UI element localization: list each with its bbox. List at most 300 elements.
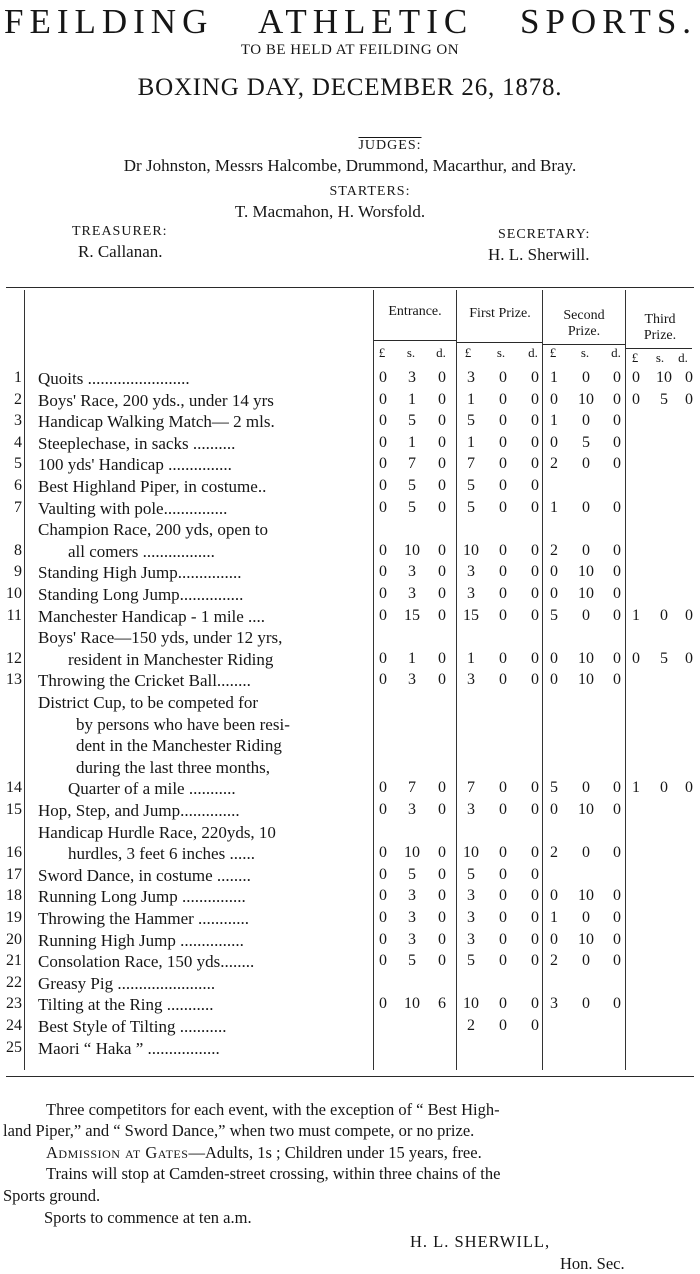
prize-value-second: 0 — [613, 930, 621, 948]
event-number: 17 — [6, 865, 22, 883]
prize-value-second: 0 — [550, 930, 558, 948]
event-number: 19 — [6, 909, 22, 926]
prize-value-first: 0 — [499, 563, 507, 581]
event-name-line: Running High Jump ............... — [38, 930, 244, 950]
header-underline — [626, 348, 692, 349]
prize-value-second: 3 — [550, 995, 558, 1013]
prize-value-entrance: 0 — [438, 369, 446, 386]
prize-value-first: 0 — [499, 649, 507, 667]
currency-pounds: £ — [631, 350, 639, 365]
title-word: ATHLETIC — [258, 2, 474, 41]
prize-value-entrance: 3 — [408, 887, 416, 905]
event-number: 7 — [14, 498, 22, 516]
prize-value-entrance: 0 — [379, 369, 387, 386]
prize-value-second: 10 — [578, 649, 594, 667]
prize-value-entrance: 0 — [379, 909, 387, 926]
prize-value-first: 0 — [531, 585, 539, 602]
prize-value-second: 10 — [578, 801, 594, 818]
prize-value-entrance: 5 — [408, 477, 416, 494]
prize-value-second: 2 — [550, 541, 558, 559]
prize-value-first: 15 — [463, 606, 479, 624]
prize-value-entrance: 0 — [438, 649, 446, 667]
prize-value-first: 0 — [499, 671, 507, 689]
currency-pence: d. — [678, 350, 688, 365]
admission-text: —Adults, 1s ; Children under 15 years, free. — [188, 1143, 482, 1162]
prize-value-first: 0 — [531, 563, 539, 581]
signature-title: Hon. Sec. — [560, 1254, 625, 1273]
prize-value-third: 0 — [685, 606, 693, 624]
prize-value-second: 0 — [613, 649, 621, 667]
event-name-line: Standing High Jump............... — [38, 563, 242, 583]
prize-value-second: 0 — [582, 909, 590, 926]
prize-value-first: 0 — [531, 952, 539, 970]
prize-value-first: 0 — [531, 909, 539, 926]
footer-note-line: land Piper,” and “ Sword Dance,” when two must compete, or no prize. — [3, 1121, 475, 1140]
event-number: 14 — [6, 779, 22, 797]
prize-value-entrance: 0 — [438, 585, 446, 602]
prize-value-entrance: 3 — [408, 930, 416, 948]
prize-value-entrance: 0 — [379, 887, 387, 905]
footer-note-line: Three competitors for each event, with the exception of “ Best High- — [46, 1100, 500, 1119]
prize-value-entrance: 0 — [438, 477, 446, 494]
event-name-line: Best Highland Piper, in costume.. — [38, 477, 267, 496]
prize-value-first: 3 — [467, 369, 475, 386]
event-number: 20 — [6, 930, 22, 948]
event-name-line: Best Style of Tilting ........... — [38, 1017, 227, 1036]
prize-value-entrance: 6 — [438, 995, 446, 1013]
page-title — [0, 2, 698, 42]
prize-value-second: 0 — [613, 995, 621, 1013]
trains-line: Sports ground. — [3, 1186, 101, 1205]
column-header-third-prize: Third Prize. — [643, 312, 677, 343]
prize-value-entrance: 0 — [438, 930, 446, 948]
currency-pence: d. — [611, 345, 621, 360]
prize-value-first: 10 — [463, 995, 479, 1013]
prize-value-entrance: 0 — [379, 563, 387, 581]
prize-value-first: 3 — [467, 909, 475, 926]
prize-value-entrance: 0 — [379, 433, 387, 451]
treasurer-name: R. Callanan. — [78, 242, 163, 261]
prize-value-entrance: 0 — [379, 779, 387, 797]
prize-value-entrance: 5 — [408, 865, 416, 883]
prize-value-first: 5 — [467, 498, 475, 516]
prize-value-first: 0 — [531, 541, 539, 559]
prize-value-first: 5 — [467, 865, 475, 883]
prize-value-entrance: 0 — [379, 390, 387, 408]
judges-label: JUDGES: — [358, 138, 422, 153]
prize-value-entrance: 0 — [379, 606, 387, 624]
prize-value-second: 1 — [550, 498, 558, 516]
prize-value-first: 0 — [499, 801, 507, 818]
event-number: 23 — [6, 995, 22, 1013]
prize-value-third: 1 — [632, 779, 640, 797]
prize-value-entrance: 3 — [408, 563, 416, 581]
prize-value-second: 0 — [550, 390, 558, 408]
prize-value-first: 0 — [531, 1017, 539, 1034]
admission-line — [46, 1143, 482, 1163]
prize-value-entrance: 0 — [379, 865, 387, 883]
event-name-line: Vaulting with pole............... — [38, 498, 228, 518]
column-divider — [373, 290, 374, 1070]
event-number: 12 — [6, 649, 22, 667]
prize-value-first: 0 — [499, 477, 507, 494]
prize-value-entrance: 0 — [438, 498, 446, 516]
prize-value-entrance: 0 — [438, 390, 446, 408]
prize-value-entrance: 0 — [379, 671, 387, 689]
prize-value-second: 2 — [550, 952, 558, 970]
prize-value-first: 3 — [467, 887, 475, 905]
prize-value-second: 5 — [550, 606, 558, 624]
event-number: 15 — [6, 801, 22, 818]
prize-value-second: 0 — [582, 844, 590, 862]
prize-value-first: 0 — [531, 412, 539, 430]
prize-value-first: 0 — [499, 779, 507, 797]
prize-value-first: 10 — [463, 541, 479, 559]
prize-value-second: 10 — [578, 671, 594, 689]
event-name-line: Tilting at the Ring ........... — [38, 995, 214, 1015]
prize-value-entrance: 0 — [379, 844, 387, 862]
prize-value-entrance: 0 — [438, 412, 446, 430]
event-name-line: resident in Manchester Riding — [68, 649, 274, 669]
prize-value-third: 0 — [685, 390, 693, 408]
prize-value-second: 0 — [613, 909, 621, 926]
currency-pence: d. — [528, 345, 538, 360]
prize-value-entrance: 0 — [438, 844, 446, 862]
prize-value-first: 0 — [531, 844, 539, 862]
event-number: 16 — [6, 844, 22, 862]
event-number: 21 — [6, 952, 22, 970]
event-name-line: Handicap Hurdle Race, 220yds, 10 — [38, 822, 276, 842]
prize-value-first: 0 — [531, 671, 539, 689]
prize-value-third: 5 — [660, 390, 668, 408]
title-word: SPORTS. — [520, 2, 698, 41]
prize-value-entrance: 3 — [408, 585, 416, 602]
prize-value-first: 7 — [467, 455, 475, 473]
prize-value-entrance: 0 — [438, 801, 446, 818]
prize-value-first: 3 — [467, 563, 475, 581]
prize-value-first: 0 — [499, 369, 507, 386]
prize-value-second: 0 — [582, 498, 590, 516]
prize-value-entrance: 0 — [379, 412, 387, 430]
prize-value-third: 0 — [632, 649, 640, 667]
prize-value-second: 0 — [582, 995, 590, 1013]
prize-value-first: 2 — [467, 1017, 475, 1034]
prize-value-first: 0 — [531, 477, 539, 494]
prize-value-entrance: 5 — [408, 498, 416, 516]
prize-value-entrance: 0 — [438, 433, 446, 451]
event-name-line: Manchester Handicap - 1 mile .... — [38, 606, 266, 626]
table-top-rule — [6, 287, 694, 288]
prize-value-entrance: 7 — [408, 455, 416, 473]
prize-value-second: 1 — [550, 369, 558, 386]
event-number: 25 — [6, 1038, 22, 1056]
prize-value-entrance: 0 — [438, 606, 446, 624]
prize-value-second: 1 — [550, 909, 558, 926]
prize-value-first: 3 — [467, 585, 475, 602]
prize-value-entrance: 0 — [438, 865, 446, 883]
prize-value-entrance: 0 — [379, 930, 387, 948]
prize-value-first: 0 — [499, 433, 507, 451]
prize-value-first: 1 — [467, 649, 475, 667]
prize-value-first: 0 — [499, 844, 507, 862]
prize-value-second: 0 — [613, 887, 621, 905]
prize-value-second: 0 — [582, 952, 590, 970]
event-number: 10 — [6, 585, 22, 602]
prize-value-third: 0 — [685, 649, 693, 667]
event-number: 5 — [14, 455, 22, 473]
prize-value-entrance: 10 — [404, 541, 420, 559]
event-number: 6 — [14, 477, 22, 494]
currency-pounds: £ — [549, 345, 557, 360]
prize-value-entrance: 7 — [408, 779, 416, 797]
prize-value-entrance: 0 — [438, 563, 446, 581]
event-name-line: 100 yds' Handicap ............... — [38, 455, 232, 475]
prize-value-second: 10 — [578, 887, 594, 905]
prize-value-first: 7 — [467, 779, 475, 797]
event-name-line: Boys' Race, 200 yds., under 14 yrs — [38, 390, 274, 410]
prize-value-first: 0 — [499, 541, 507, 559]
prize-value-first: 0 — [499, 498, 507, 516]
event-number: 9 — [14, 563, 22, 581]
event-name-line: Hop, Step, and Jump.............. — [38, 801, 240, 820]
prize-value-second: 5 — [582, 433, 590, 451]
prize-value-entrance: 3 — [408, 909, 416, 926]
prize-value-entrance: 5 — [408, 952, 416, 970]
prize-value-second: 0 — [582, 541, 590, 559]
prize-value-first: 0 — [531, 801, 539, 818]
prize-value-third: 0 — [685, 369, 693, 386]
prize-value-first: 0 — [499, 930, 507, 948]
prize-value-second: 0 — [613, 498, 621, 516]
prize-value-third: 0 — [632, 369, 640, 386]
prize-value-first: 0 — [499, 952, 507, 970]
prize-value-first: 0 — [531, 887, 539, 905]
event-name-line: all comers ................. — [68, 541, 215, 561]
prize-value-first: 1 — [467, 433, 475, 451]
event-name-line: Throwing the Hammer ............ — [38, 909, 250, 928]
prize-value-second: 0 — [582, 779, 590, 797]
event-name-line: Greasy Pig ....................... — [38, 973, 216, 993]
column-header-second-prize: Second Prize. — [563, 308, 605, 339]
prize-value-first: 0 — [531, 779, 539, 797]
prize-value-entrance: 0 — [438, 671, 446, 689]
event-name-line: Quoits ........................ — [38, 369, 190, 388]
event-number: 1 — [14, 369, 22, 386]
prize-value-first: 0 — [499, 887, 507, 905]
prize-value-second: 0 — [613, 844, 621, 862]
prize-value-first: 0 — [531, 369, 539, 386]
prize-value-second: 0 — [613, 779, 621, 797]
prize-value-first: 0 — [499, 909, 507, 926]
prize-value-third: 10 — [656, 369, 672, 386]
secretary-name: H. L. Sherwill. — [488, 245, 590, 264]
prize-value-entrance: 0 — [438, 887, 446, 905]
treasurer-label: TREASURER: — [72, 224, 168, 239]
event-name-line: Champion Race, 200 yds, open to — [38, 520, 268, 540]
prize-value-first: 0 — [531, 433, 539, 451]
prize-value-first: 0 — [499, 412, 507, 430]
prize-value-second: 0 — [613, 671, 621, 689]
prize-value-entrance: 0 — [379, 541, 387, 559]
header-underline — [457, 342, 542, 343]
currency-shillings: s. — [406, 345, 416, 360]
prize-value-second: 0 — [613, 369, 621, 386]
prize-value-entrance: 3 — [408, 369, 416, 386]
starters-names: T. Macmahon, H. Worsfold. — [234, 202, 426, 221]
prize-value-entrance: 0 — [379, 455, 387, 473]
prize-value-third: 1 — [632, 606, 640, 624]
event-number: 4 — [14, 433, 22, 451]
event-name-line: Throwing the Cricket Ball........ — [38, 671, 251, 691]
prize-value-entrance: 10 — [404, 995, 420, 1013]
event-name-line: hurdles, 3 feet 6 inches ...... — [68, 844, 255, 864]
prize-value-entrance: 0 — [379, 498, 387, 516]
prize-value-second: 0 — [613, 952, 621, 970]
event-name-line: District Cup, to be competed for — [38, 693, 259, 712]
prize-value-first: 1 — [467, 390, 475, 408]
column-divider — [625, 290, 626, 1070]
signature-name: H. L. SHERWILL, — [410, 1232, 551, 1251]
prize-value-entrance: 1 — [408, 649, 416, 667]
prize-value-entrance: 0 — [438, 909, 446, 926]
currency-pence: d. — [436, 345, 446, 360]
header-underline — [374, 340, 456, 341]
prize-value-first: 0 — [499, 606, 507, 624]
prize-value-third: 0 — [660, 606, 668, 624]
prize-value-first: 0 — [531, 498, 539, 516]
starters-label: STARTERS: — [329, 184, 411, 199]
prize-value-first: 10 — [463, 844, 479, 862]
prize-value-first: 0 — [531, 649, 539, 667]
prize-value-second: 0 — [550, 433, 558, 451]
prize-value-third: 0 — [685, 779, 693, 797]
prize-value-entrance: 10 — [404, 844, 420, 862]
event-number: 11 — [6, 606, 22, 624]
event-name-line: Consolation Race, 150 yds........ — [38, 952, 255, 972]
event-name-line: Running Long Jump ............... — [38, 887, 246, 907]
prize-value-second: 0 — [613, 541, 621, 559]
prize-value-entrance: 0 — [379, 801, 387, 818]
prize-value-second: 0 — [582, 455, 590, 473]
event-number: 13 — [6, 671, 22, 689]
title-word: FEILDING — [4, 2, 214, 41]
subtitle: TO BE HELD AT FEILDING ON — [240, 42, 460, 58]
prize-value-first: 0 — [499, 455, 507, 473]
prize-value-first: 5 — [467, 477, 475, 494]
prize-value-second: 5 — [550, 779, 558, 797]
prize-value-entrance: 15 — [404, 606, 420, 624]
prize-value-second: 10 — [578, 390, 594, 408]
prize-value-entrance: 5 — [408, 412, 416, 430]
secretary-label: SECRETARY: — [498, 227, 591, 242]
prize-value-first: 5 — [467, 412, 475, 430]
prize-value-second: 2 — [550, 455, 558, 473]
prize-value-entrance: 0 — [438, 541, 446, 559]
prize-value-third: 0 — [660, 779, 668, 797]
prize-value-second: 2 — [550, 844, 558, 862]
column-header-first-prize: First Prize. — [469, 306, 531, 321]
prize-value-entrance: 0 — [379, 477, 387, 494]
event-number: 18 — [6, 887, 22, 905]
prize-value-second: 0 — [550, 563, 558, 581]
prize-value-second: 0 — [613, 585, 621, 602]
prize-value-first: 0 — [531, 930, 539, 948]
prize-value-first: 0 — [499, 865, 507, 883]
event-name-line: dent in the Manchester Riding — [76, 736, 282, 756]
prize-value-second: 0 — [550, 585, 558, 602]
prize-value-second: 0 — [550, 671, 558, 689]
prize-value-first: 0 — [531, 995, 539, 1013]
prize-value-second: 0 — [613, 801, 621, 818]
prize-value-first: 0 — [499, 1017, 507, 1034]
event-number: 22 — [6, 973, 22, 991]
prize-value-entrance: 0 — [438, 779, 446, 797]
admission-label: Admission at Gates — [46, 1143, 189, 1162]
commence-line: Sports to commence at ten a.m. — [44, 1208, 252, 1227]
prize-value-second: 0 — [582, 369, 590, 386]
prize-value-second: 0 — [550, 887, 558, 905]
event-date: BOXING DAY, DECEMBER 26, 1878. — [137, 74, 563, 101]
prize-value-second: 0 — [550, 801, 558, 818]
prize-value-first: 0 — [531, 455, 539, 473]
prize-value-entrance: 0 — [438, 455, 446, 473]
event-number: 2 — [14, 390, 22, 408]
prize-value-first: 5 — [467, 952, 475, 970]
prize-value-second: 0 — [613, 433, 621, 451]
number-column-rule — [24, 290, 25, 1070]
prize-value-first: 0 — [499, 390, 507, 408]
event-name-line: Boys' Race—150 yds, under 12 yrs, — [38, 628, 283, 648]
trains-line: Trains will stop at Camden-street crossing, within three chains of the — [46, 1164, 501, 1183]
column-header-entrance: Entrance. — [388, 304, 442, 319]
prize-value-entrance: 0 — [379, 995, 387, 1013]
event-name-line: Sword Dance, in costume ........ — [38, 865, 251, 885]
prize-value-first: 0 — [531, 390, 539, 408]
event-name-line: Standing Long Jump............... — [38, 585, 244, 604]
prize-value-second: 10 — [578, 930, 594, 948]
prize-value-second: 0 — [582, 412, 590, 430]
prize-value-entrance: 1 — [408, 433, 416, 451]
prize-value-second: 1 — [550, 412, 558, 430]
event-name-line: Maori “ Haka ” ................. — [38, 1038, 220, 1058]
event-name-line: Handicap Walking Match— 2 mls. — [38, 412, 275, 432]
judges-names: Dr Johnston, Messrs Halcombe, Drummond, Macarthur, and Bray. — [123, 156, 577, 175]
currency-pounds: £ — [464, 345, 472, 360]
column-divider — [456, 290, 457, 1070]
prize-value-entrance: 0 — [379, 585, 387, 602]
prize-value-second: 0 — [613, 390, 621, 408]
prize-value-third: 0 — [632, 390, 640, 408]
prize-value-first: 0 — [531, 606, 539, 624]
prize-value-second: 0 — [582, 606, 590, 624]
currency-shillings: s. — [655, 350, 665, 365]
event-name-line: Quarter of a mile ........... — [68, 779, 236, 799]
prize-value-first: 0 — [531, 865, 539, 883]
prize-value-second: 0 — [613, 412, 621, 430]
currency-shillings: s. — [496, 345, 506, 360]
prize-value-second: 0 — [613, 606, 621, 624]
prize-value-third: 5 — [660, 649, 668, 667]
prize-value-entrance: 0 — [379, 952, 387, 970]
prize-value-second: 0 — [550, 649, 558, 667]
currency-pounds: £ — [378, 345, 386, 360]
prize-value-first: 3 — [467, 930, 475, 948]
event-name-line: by persons who have been resi- — [76, 714, 290, 734]
event-number: 8 — [14, 541, 22, 559]
event-name-line: Steeplechase, in sacks .......... — [38, 433, 236, 453]
prize-value-entrance: 3 — [408, 671, 416, 689]
prize-value-second: 10 — [578, 585, 594, 602]
